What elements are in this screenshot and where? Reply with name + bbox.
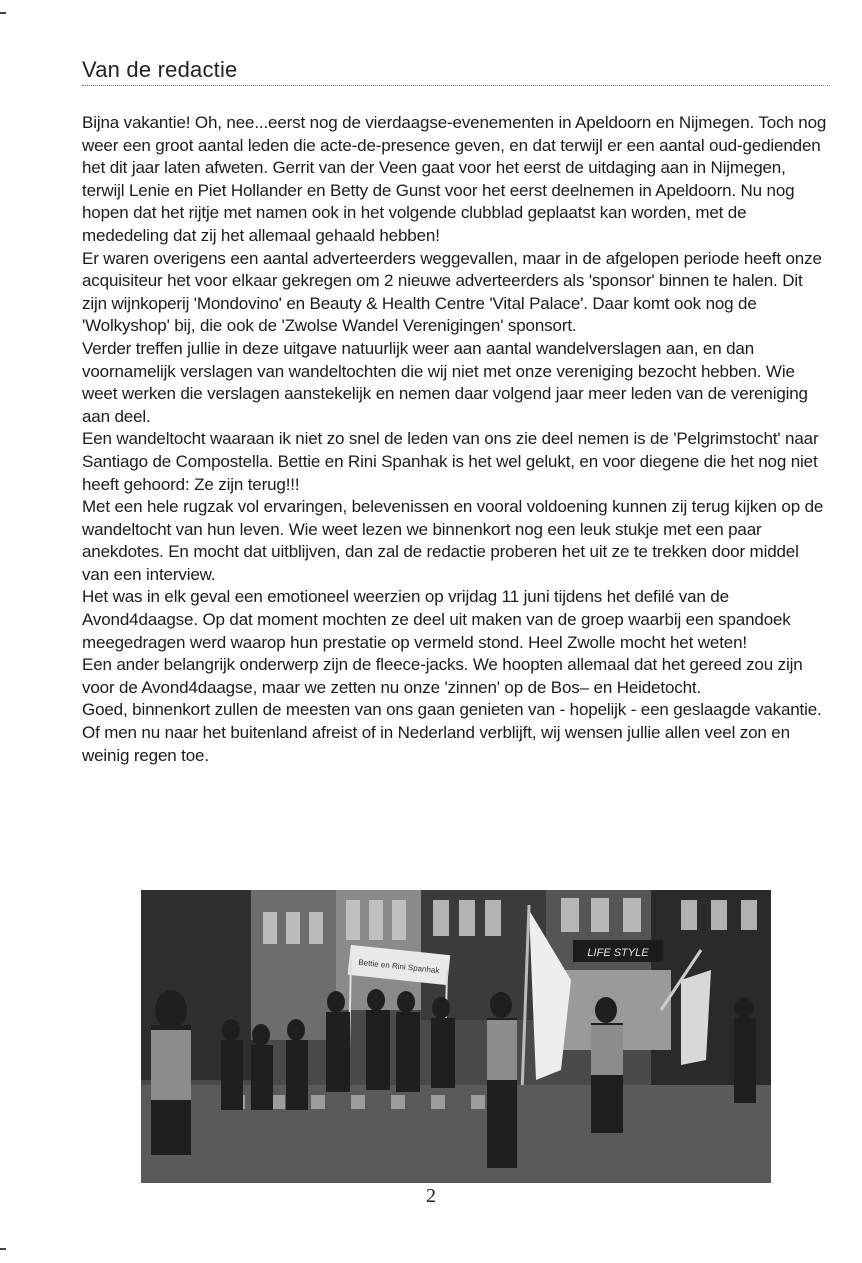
paragraph: Het was in elk geval een emotioneel weerzien op vrijdag 11 juni tijdens het defilé van de Avond4daagse. Op dat moment mochten ze deel uit maken van de groep waarbij een spandoek meegedragen werd waarop hun prestatie op vermeld stond. Heel Zwolle mocht het weten! [82, 587, 791, 652]
paragraph: Een wandeltocht waaraan ik niet zo snel de leden van ons zie deel nemen is de 'Pelgrimstocht' naar Santiago de Compostella. Bettie en Rini Spanhak is het wel gelukt, en voor diegene die het nog niet heeft gehoord: Ze zijn terug!!! [82, 429, 819, 494]
paragraph: Met een hele rugzak vol ervaringen, belevenissen en vooral voldoening kunnen zij terug kijken op de wandeltocht van hun leven. Wie weet lezen we binnenkort nog een leuk stukje met een paar anekdotes. En mocht dat uitblijven, dan zal de redactie proberen het uit ze te trekken door middel van een interview. [82, 497, 824, 584]
banner-text: Bettie en Rini Spanhak [357, 957, 440, 976]
article-body [82, 112, 828, 767]
scan-edge-mark-bottom [0, 1248, 6, 1250]
paragraph: Er waren overigens een aantal adverteerders weggevallen, maar in de afgelopen periode heeft onze acquisiteur het voor elkaar gekregen om 2 nieuwe adverteerders als 'sponsor' binnen te halen. Dit zijn wijnkoperij 'Mondovino' en Beauty & Health Centre 'Vital Palace'. Daar komt ook nog de 'Wolkyshop' bij, die ook de 'Zwolse Wandel Verenigingen' sponsort. [82, 248, 822, 336]
title-divider [82, 85, 830, 86]
shop-sign-text: LIFE STYLE [587, 947, 649, 959]
paragraph: Verder treffen jullie in deze uitgave natuurlijk weer aan aantal wandelverslagen aan, en dan voornamelijk verslagen van wandeltochten die wij niet met onze vereniging bezocht hebben. Wie weet werken die verslagen aanstekelijk en nemen daar volgend jaar meer leden van de vereniging aan deel. [82, 338, 808, 426]
paragraph: Goed, binnenkort zullen de meesten van ons gaan genieten van - hopelijk - een geslaagde vakantie. Of men nu naar het buitenland afreist of in Nederland verblijft, wij wensen jullie allen veel zon en weinig regen toe. [82, 700, 822, 765]
page-number: 2 [426, 1185, 436, 1207]
paragraph: Bijna vakantie! Oh, nee...eerst nog de vierdaagse-evenementen in Apeldoorn en Nijmegen. Toch nog weer een groot aantal leden die acte-de-presence geven, en dat terwijl er een aantal oud-gedienden het dit jaar laten afweten. Gerrit van der Veen gaat voor het eerst de uitdaging aan in Nijmegen, terwijl Lenie en Piet Hollander en Betty de Gunst voor het eerst deelnemen in Apeldoorn. Nu nog hopen dat het rijtje met namen ook in het volgende clubblad geplaatst kan worden, met de mededeling dat zij het allemaal gehaald hebben! [82, 113, 827, 245]
page-header [82, 56, 830, 86]
parade-photo [141, 890, 771, 1183]
scan-edge-mark-top [0, 12, 6, 14]
paragraph: Een ander belangrijk onderwerp zijn de fleece-jacks. We hoopten allemaal dat het gereed zou zijn voor de Avond4daagse, maar we zetten nu onze 'zinnen' op de Bos– en Heidetocht. [82, 655, 803, 697]
page-title: Van de redactie [82, 57, 238, 82]
parade-photo-illustration [141, 890, 771, 1183]
